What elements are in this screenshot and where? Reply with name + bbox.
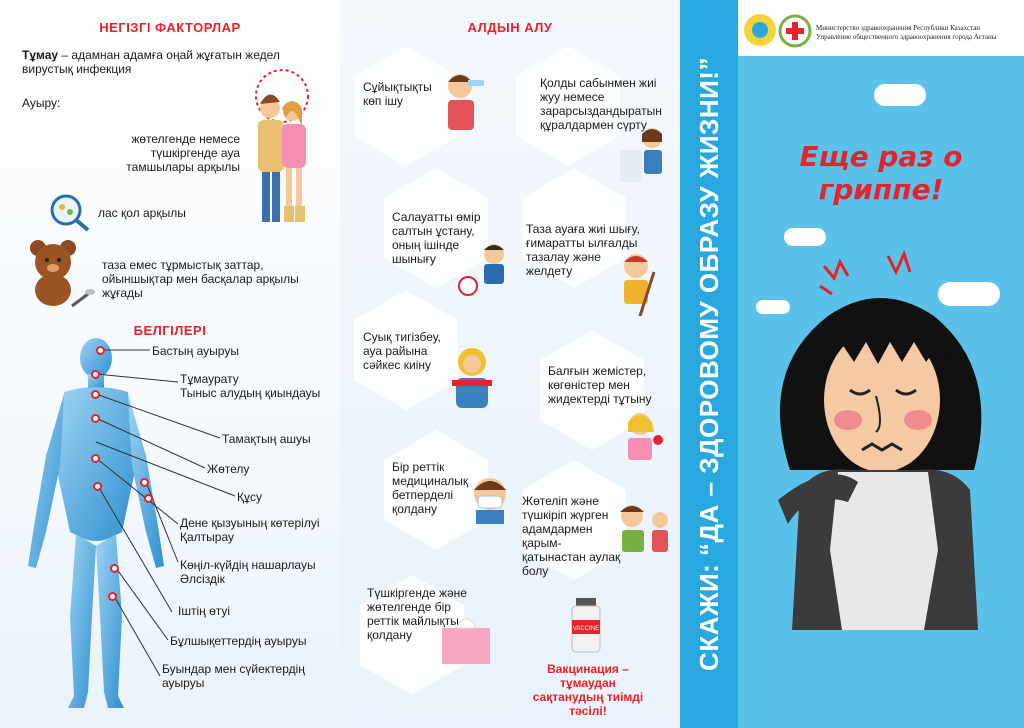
symptom-dot-arm-upper	[140, 478, 149, 487]
ministry-emblem-icon	[742, 12, 778, 48]
prevention-healthy-lifestyle: Салауатты өмір салтын ұстану, оның ішінде шынығу	[392, 210, 481, 266]
factor-droplets: жөтелгенде немесе түшкіргенде ауа тамшылары арқылы	[126, 132, 240, 174]
factors-title: НЕГІЗГІ ФАКТОРЛАР	[99, 20, 241, 35]
ministry-names	[816, 24, 1022, 42]
symptom-joint-pain: Буындар мен сүйектердің ауыруы	[162, 662, 305, 690]
vaccination-slogan: Вакцинация – тұмаудан сақтанудың тиімді тәсілі!	[532, 662, 644, 718]
symptom-dot-chest	[91, 414, 100, 423]
symptom-dot-knee	[108, 592, 117, 601]
symptom-sore-throat: Тамақтың ашуы	[222, 432, 311, 446]
cloud	[874, 84, 926, 106]
symptoms-title: БЕЛГІЛЕРІ	[133, 323, 207, 338]
cover-title: Еще раз о гриппе!	[799, 140, 963, 206]
girl-eating-fruit-illustration	[618, 410, 668, 470]
infection-label: Ауыру:	[22, 96, 61, 110]
sick-woman-illustration	[738, 250, 1024, 630]
sick-kid-sneezing-illustration	[614, 500, 674, 570]
prevention-wash-hands: Қолды сабынмен жиі жуу немесе зарарсыздандыратын құралдармен сүрту	[540, 76, 662, 132]
prevention-panel	[340, 0, 680, 728]
prevention-avoid-sick: Жөтеліп және түшкіріп жүрген адамдармен қарым-қатынастан аулақ болу	[522, 494, 621, 578]
prevention-drink-fluids: Сұйықтықты көп ішу	[363, 80, 432, 108]
kid-winter-clothes-illustration	[444, 346, 500, 416]
factors-panel	[0, 0, 340, 728]
symptom-dot-arm-lower	[144, 494, 153, 503]
prevention-use-tissue: Түшкіргенде және жөтелгенде бір реттік майлықты қолдану	[367, 586, 467, 642]
prevention-eat-fruits: Балғын жемістер, көгөністер мен жидектерді тұтыну	[548, 364, 652, 406]
symptom-vomiting: Құсу	[237, 490, 262, 504]
cover-panel	[738, 0, 1024, 728]
symptom-dot-throat	[91, 390, 100, 399]
factor-dirty-hands: лас қол арқылы	[98, 206, 186, 220]
symptom-diarrhea: Іштің өтуі	[178, 604, 231, 618]
health-logo-icon	[778, 14, 812, 48]
symptom-dot-head	[96, 346, 105, 355]
symptom-runny-nose: Тұмаурату Тыныс алудың қиындауы	[180, 372, 321, 400]
symptom-dot-nose	[91, 370, 100, 379]
symptom-lines	[0, 0, 340, 728]
flu-word: Тұмау	[22, 48, 59, 62]
boy-drinking-illustration	[430, 70, 500, 140]
prevention-wear-mask: Бір реттік медициналық бетперделі қолдану	[392, 460, 469, 516]
cloud	[784, 228, 826, 246]
symptom-muscle-pain: Бұлшықеттердің ауыруы	[170, 634, 307, 648]
symptom-weakness: Көңіл-күйдің нашарлауы Әлсіздік	[180, 558, 316, 586]
prevention-dress-warm: Суық тигізбеу, ауа райына сәйкес киіну	[363, 330, 441, 372]
symptom-dot-belly	[93, 482, 102, 491]
ministry-line-2: Управление общественного здравоохранения города Астаны	[816, 33, 997, 41]
symptom-dot-thigh	[110, 564, 119, 573]
symptom-cough: Жөтелу	[207, 462, 250, 476]
slogan-band	[680, 0, 738, 728]
prevention-title: АЛДЫН АЛУ	[467, 20, 553, 35]
ministry-line-1: Министерство здравоохранения Республики Казахстан	[816, 24, 981, 32]
boy-playing-football-illustration	[458, 242, 518, 302]
symptom-dot-stomach	[91, 454, 100, 463]
healthy-lifestyle-slogan: СКАЖИ: “ДА – ЗДОРОВОМУ ОБРАЗУ ЖИЗНИ!”	[693, 57, 724, 671]
boy-with-mask-illustration	[468, 474, 512, 524]
vaccine-bottle-icon	[566, 596, 606, 656]
vaccine-label: VACCINE	[572, 626, 600, 632]
prevention-fresh-air: Таза ауаға жиі шығу, ғимаратты ылғалды тазалау және желдету	[526, 222, 640, 278]
tissue-box-icon	[436, 608, 496, 668]
girl-washing-hands-illustration	[618, 124, 668, 188]
factor-objects: таза емес тұрмыстық заттар, ойыншықтар мен басқалар арқылы жұғады	[102, 258, 299, 300]
symptom-headache: Бастың ауыруы	[152, 344, 239, 358]
kid-mopping-illustration	[610, 252, 664, 322]
flu-definition-text: – адамнан адамға оңай жұғатын жедел вирустық инфекция	[22, 48, 280, 76]
symptom-fever: Дене қызуының көтерілуі Қалтырау	[180, 516, 320, 544]
